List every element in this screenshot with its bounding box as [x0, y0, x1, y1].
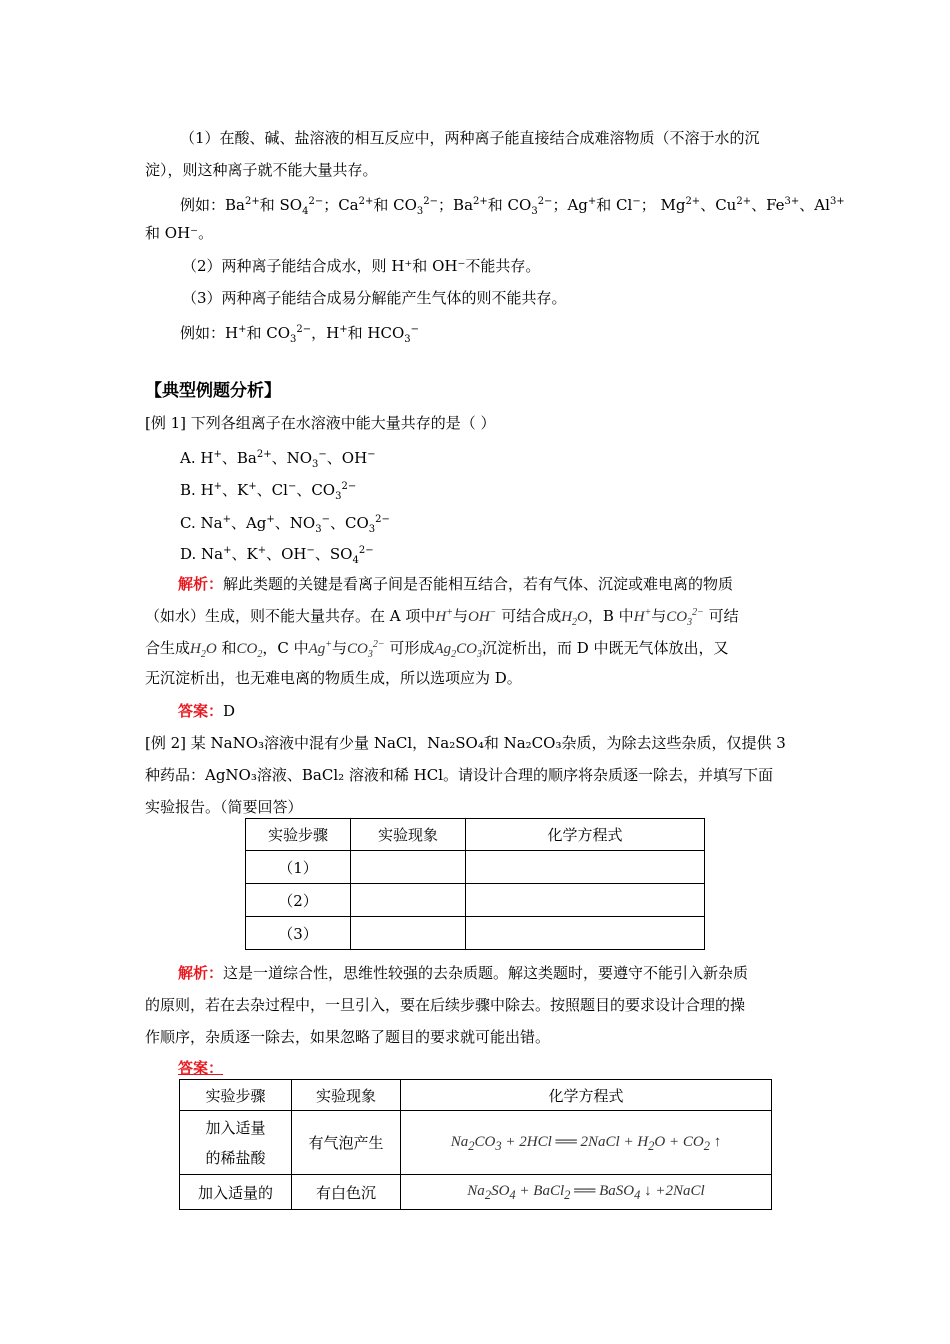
- table-cell: [351, 884, 466, 917]
- ex2-analysis-3: 作顺序，杂质逐一除去，如果忽略了题目的要求就可能出错。: [145, 1028, 551, 1046]
- answer-equation: $Na_2CO_3 + 2HCl$ ══ 2NaCl + $H_2O + CO_2$ ↑: [401, 1111, 772, 1175]
- ex1-analysis-1: 解析：解此类题的关键是看离子间是否能相互结合，若有气体、沉淀或难电离的物质: [178, 575, 734, 593]
- intro-example-1-tail: 和 OH⁻。: [145, 224, 214, 242]
- answer-table: [179, 1079, 772, 1210]
- intro-p1a: （1）在酸、碱、盐溶液的相互反应中，两种离子能直接结合成难溶物质（不溶于水的沉: [180, 129, 760, 147]
- ex2-stem-2: 种药品：AgNO₃溶液、BaCl₂ 溶液和稀 HCl。请设计合理的顺序将杂质逐一除去，并填写下面: [145, 766, 774, 784]
- answer-equation: $Na_2SO_4$ + BaCl$_2$ ══ BaSO$_4$ ↓ +2NaCl: [401, 1175, 772, 1210]
- answer-header: 实验现象: [292, 1080, 401, 1111]
- intro-p1b: 淀），则这种离子就不能大量共存。: [145, 161, 378, 179]
- intro-example-3: 例如：H+和 $CO_3^{2-}$，H+和 $HCO_3^-$: [180, 324, 420, 345]
- table-header: 实验步骤: [246, 819, 351, 851]
- answer-phenomenon: 有气泡产生: [292, 1111, 401, 1175]
- ex1-analysis-2: （如水）生成，则不能大量共存。在 A 项中H+与OH− 可结合成$H_2O$，B 中H+与$CO_3^{2-}$ 可结: [145, 607, 739, 628]
- answer-header: 化学方程式: [401, 1080, 772, 1111]
- ex1-option-b: B. H+、K+、Cl−、$CO_3^{2-}$: [180, 481, 357, 502]
- table-header: 化学方程式: [466, 819, 705, 851]
- table-cell: [466, 851, 705, 884]
- answer-step: 加入适量的: [180, 1175, 292, 1210]
- table-cell: （3）: [246, 917, 351, 950]
- ex1-stem: [例 1] 下列各组离子在水溶液中能大量共存的是（ ）: [145, 414, 496, 432]
- intro-example-1: 例如：$Ba^{2+}$和 $SO_4^{2-}$；$Ca^{2+}$和 $CO_3^{2-}$；$Ba^{2+}$和 $CO_3^{2-}$；Ag+和 Cl−； $Mg^{2+}$、$Cu^{2+}$、$Fe^{3+}$、$Al^{3+}$: [180, 196, 845, 217]
- section-heading: 【典型例题分析】: [145, 381, 281, 401]
- experiment-report-table: [245, 818, 705, 950]
- ex2-analysis-1: 解析：这是一道综合性，思维性较强的去杂质题。解这类题时，要遵守不能引入新杂质: [178, 964, 749, 982]
- table-cell: [351, 917, 466, 950]
- ex2-answer-label: 答案：: [178, 1059, 224, 1077]
- ex2-stem-1: [例 2] 某 NaNO₃溶液中混有少量 NaCl，Na₂SO₄和 Na₂CO₃杂质，为除去这些杂质，仅提供 3: [145, 734, 786, 752]
- ex1-option-a: A. H+、$Ba^{2+}$、$NO_3^-$、OH−: [180, 449, 376, 470]
- table-cell: （1）: [246, 851, 351, 884]
- intro-p2: （2）两种离子能结合成水，则 H⁺和 OH⁻不能共存。: [182, 257, 541, 275]
- ex1-option-d: D. Na+、K+、OH−、$SO_4^{2-}$: [180, 545, 374, 566]
- ex1-answer: 答案：D: [178, 702, 236, 720]
- ex1-option-c: C. Na+、Ag+、$NO_3^-$、$CO_3^{2-}$: [180, 514, 390, 535]
- ex2-stem-3: 实验报告。（简要回答）: [145, 798, 303, 816]
- table-cell: （2）: [246, 884, 351, 917]
- ex1-analysis-3: 合生成$H_2O$ 和$CO_2$，C 中Ag+与$CO_3^{2-}$ 可形成$Ag_2CO_3$沉淀析出，而 D 中既无气体放出，又: [145, 639, 729, 660]
- intro-p3: （3）两种离子能结合成易分解能产生气体的则不能共存。: [182, 289, 567, 307]
- answer-phenomenon: 有白色沉: [292, 1175, 401, 1210]
- table-cell: [466, 884, 705, 917]
- answer-step: 加入适量 的稀盐酸: [180, 1111, 292, 1175]
- ex2-analysis-2: 的原则，若在去杂过程中，一旦引入，要在后续步骤中除去。按照题目的要求设计合理的操: [145, 996, 746, 1014]
- table-header: 实验现象: [351, 819, 466, 851]
- table-cell: [351, 851, 466, 884]
- answer-header: 实验步骤: [180, 1080, 292, 1111]
- ex1-analysis-4: 无沉淀析出，也无难电离的物质生成，所以选项应为 D。: [145, 669, 522, 687]
- table-cell: [466, 917, 705, 950]
